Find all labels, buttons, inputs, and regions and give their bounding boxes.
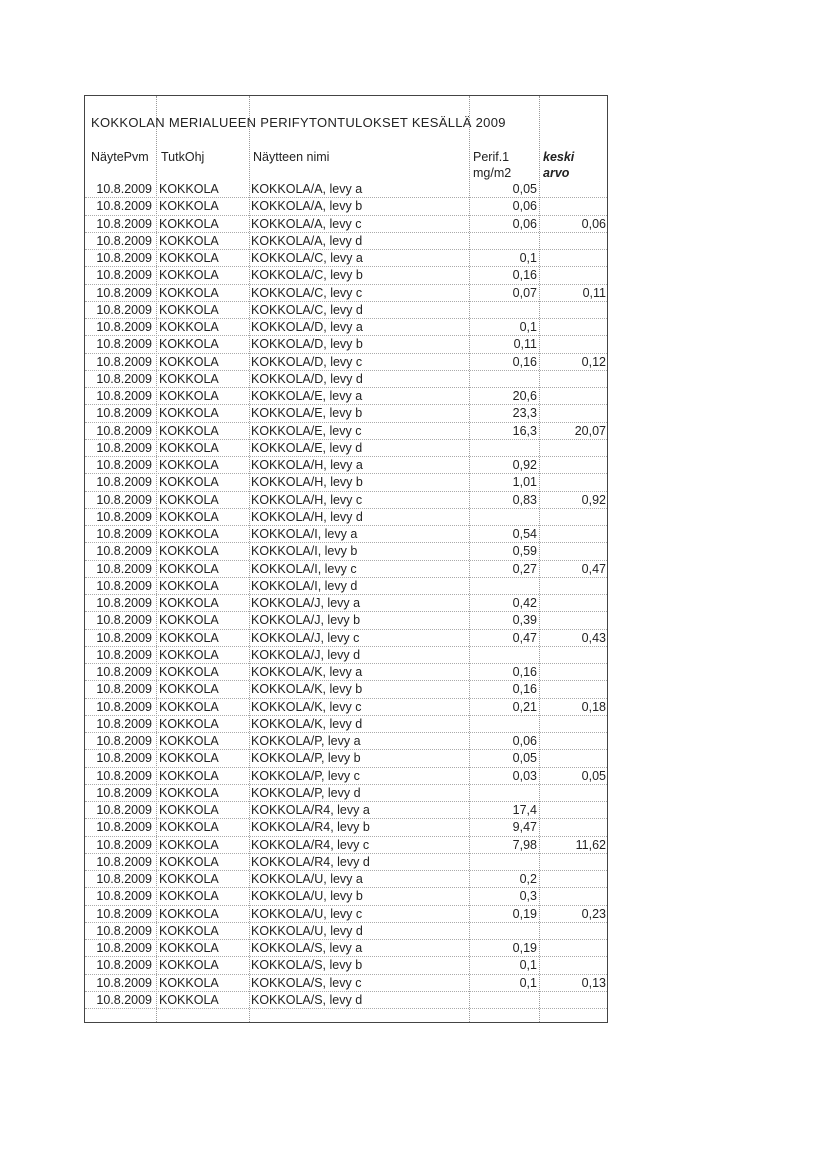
table-row (85, 957, 607, 974)
table-row (85, 423, 607, 440)
org-cell: KOKKOLA (159, 268, 219, 283)
perif-value-cell: 17,4 (512, 803, 537, 817)
date-cell: 10.8.2009 (96, 958, 152, 973)
org-cell: KOKKOLA (159, 768, 219, 783)
table-row (85, 733, 607, 750)
table-row (85, 216, 607, 233)
sample-name-cell: KOKKOLA/S, levy d (251, 992, 363, 1007)
table-row (85, 561, 607, 578)
date-cell: 10.8.2009 (96, 527, 152, 541)
org-cell: KOKKOLA (159, 596, 219, 610)
sample-name-cell: KOKKOLA/U, levy c (251, 906, 363, 921)
table-row (85, 630, 607, 647)
date-cell: 10.8.2009 (96, 751, 152, 766)
org-cell: KOKKOLA (159, 906, 219, 921)
table-row (85, 785, 607, 802)
table-row (85, 492, 607, 509)
table-row (85, 595, 607, 612)
perif-value-cell: 0,16 (512, 682, 537, 697)
average-value-cell: 0,23 (581, 906, 606, 921)
org-cell: KOKKOLA (159, 544, 219, 559)
date-cell: 10.8.2009 (96, 716, 152, 731)
perif-value-cell: 20,6 (512, 389, 537, 403)
org-cell: KOKKOLA (159, 561, 219, 576)
perif-value-cell: 7,98 (512, 837, 537, 852)
date-cell: 10.8.2009 (96, 509, 152, 524)
sample-name-cell: KOKKOLA/U, levy a (251, 872, 363, 886)
table-row (85, 992, 607, 1009)
date-cell: 10.8.2009 (96, 182, 152, 196)
perif-value-cell: 0,06 (512, 199, 537, 214)
sample-name-cell: KOKKOLA/K, levy c (251, 699, 362, 714)
org-cell: KOKKOLA (159, 975, 219, 990)
org-cell: KOKKOLA (159, 992, 219, 1007)
date-cell: 10.8.2009 (96, 302, 152, 317)
org-cell: KOKKOLA (159, 527, 219, 541)
org-cell: KOKKOLA (159, 785, 219, 800)
org-cell: KOKKOLA (159, 354, 219, 369)
table-row (85, 906, 607, 923)
org-cell: KOKKOLA (159, 854, 219, 869)
date-cell: 10.8.2009 (96, 647, 152, 662)
average-value-cell: 0,06 (581, 216, 606, 231)
sample-name-cell: KOKKOLA/J, levy b (251, 613, 361, 628)
org-cell: KOKKOLA (159, 233, 219, 248)
sample-name-cell: KOKKOLA/J, levy a (251, 596, 361, 610)
date-cell: 10.8.2009 (96, 337, 152, 352)
perif-value-cell: 0,03 (512, 768, 537, 783)
sample-name-cell: KOKKOLA/U, levy b (251, 889, 363, 904)
perif-value-cell: 0,42 (512, 596, 537, 610)
date-cell: 10.8.2009 (96, 768, 152, 783)
header-org: TutkOhj (161, 150, 205, 164)
perif-value-cell: 0,27 (512, 561, 537, 576)
table-row (85, 319, 607, 336)
date-cell: 10.8.2009 (96, 872, 152, 886)
sample-name-cell: KOKKOLA/P, levy a (251, 734, 361, 748)
sample-name-cell: KOKKOLA/R4, levy d (251, 854, 370, 869)
table-row (85, 923, 607, 940)
sample-name-cell: KOKKOLA/C, levy c (251, 285, 363, 300)
perif-value-cell: 0,92 (512, 458, 537, 472)
date-cell: 10.8.2009 (96, 268, 152, 283)
sample-name-cell: KOKKOLA/K, levy b (251, 682, 363, 697)
table-row (85, 474, 607, 491)
date-cell: 10.8.2009 (96, 992, 152, 1007)
sample-name-cell: KOKKOLA/H, levy d (251, 509, 363, 524)
table-row (85, 612, 607, 629)
perif-value-cell: 0,16 (512, 354, 537, 369)
table-row (85, 802, 607, 819)
date-cell: 10.8.2009 (96, 354, 152, 369)
perif-value-cell: 9,47 (512, 820, 537, 835)
sample-name-cell: KOKKOLA/S, levy b (251, 958, 363, 973)
table-row (85, 250, 607, 267)
sample-name-cell: KOKKOLA/H, levy a (251, 458, 363, 472)
document-title: KOKKOLAN MERIALUEEN PERIFYTONTULOKSET KESÄLLÄ 2009 (91, 115, 506, 130)
org-cell: KOKKOLA (159, 665, 219, 679)
table-row (85, 354, 607, 371)
sample-name-cell: KOKKOLA/K, levy a (251, 665, 363, 679)
table-row (85, 716, 607, 733)
org-cell: KOKKOLA (159, 509, 219, 524)
sample-name-cell: KOKKOLA/H, levy c (251, 492, 363, 507)
date-cell: 10.8.2009 (96, 785, 152, 800)
table-row (85, 768, 607, 785)
perif-value-cell: 0,21 (512, 699, 537, 714)
table-row (85, 336, 607, 353)
org-cell: KOKKOLA (159, 837, 219, 852)
perif-value-cell: 0,1 (519, 251, 537, 265)
org-cell: KOKKOLA (159, 182, 219, 196)
date-cell: 10.8.2009 (96, 665, 152, 679)
org-cell: KOKKOLA (159, 320, 219, 334)
date-cell: 10.8.2009 (96, 216, 152, 231)
sample-name-cell: KOKKOLA/I, levy d (251, 578, 358, 593)
average-value-cell: 0,43 (581, 630, 606, 645)
date-cell: 10.8.2009 (96, 699, 152, 714)
perif-value-cell: 0,59 (512, 544, 537, 559)
date-cell: 10.8.2009 (96, 941, 152, 955)
sample-name-cell: KOKKOLA/D, levy b (251, 337, 363, 352)
sample-name-cell: KOKKOLA/E, levy a (251, 389, 363, 403)
perif-value-cell: 1,01 (512, 475, 537, 490)
average-value-cell: 0,18 (581, 699, 606, 714)
org-cell: KOKKOLA (159, 216, 219, 231)
perif-value-cell: 0,1 (519, 975, 537, 990)
table-row (85, 388, 607, 405)
header-perif-label: Perif.1 (473, 150, 510, 164)
perif-value-cell: 0,47 (512, 630, 537, 645)
org-cell: KOKKOLA (159, 251, 219, 265)
org-cell: KOKKOLA (159, 406, 219, 421)
perif-value-cell: 0,06 (512, 734, 537, 748)
table-row (85, 750, 607, 767)
date-cell: 10.8.2009 (96, 630, 152, 645)
date-cell: 10.8.2009 (96, 613, 152, 628)
org-cell: KOKKOLA (159, 199, 219, 214)
sample-name-cell: KOKKOLA/S, levy a (251, 941, 363, 955)
table-row (85, 699, 607, 716)
org-cell: KOKKOLA (159, 475, 219, 490)
perif-value-cell: 0,2 (519, 872, 537, 886)
sample-name-cell: KOKKOLA/S, levy c (251, 975, 362, 990)
average-value-cell: 0,92 (581, 492, 606, 507)
org-cell: KOKKOLA (159, 923, 219, 938)
perif-value-cell: 23,3 (512, 406, 537, 421)
sample-name-cell: KOKKOLA/C, levy d (251, 302, 363, 317)
date-cell: 10.8.2009 (96, 561, 152, 576)
org-cell: KOKKOLA (159, 630, 219, 645)
table-row (85, 440, 607, 457)
org-cell: KOKKOLA (159, 337, 219, 352)
date-cell: 10.8.2009 (96, 596, 152, 610)
org-cell: KOKKOLA (159, 699, 219, 714)
table-row (85, 854, 607, 871)
perif-value-cell: 0,05 (512, 751, 537, 766)
date-cell: 10.8.2009 (96, 854, 152, 869)
date-cell: 10.8.2009 (96, 803, 152, 817)
sample-name-cell: KOKKOLA/A, levy a (251, 182, 363, 196)
perif-value-cell: 0,16 (512, 268, 537, 283)
table-row (85, 371, 607, 388)
perif-value-cell: 0,3 (519, 889, 537, 904)
sample-name-cell: KOKKOLA/C, levy a (251, 251, 363, 265)
average-value-cell: 11,62 (575, 837, 606, 852)
org-cell: KOKKOLA (159, 613, 219, 628)
sample-name-cell: KOKKOLA/D, levy d (251, 371, 363, 386)
sample-name-cell: KOKKOLA/I, levy c (251, 561, 357, 576)
table-row (85, 405, 607, 422)
org-cell: KOKKOLA (159, 578, 219, 593)
sample-name-cell: KOKKOLA/J, levy d (251, 647, 361, 662)
org-cell: KOKKOLA (159, 751, 219, 766)
perif-value-cell: 0,1 (519, 958, 537, 973)
table-row (85, 509, 607, 526)
header-average-line2: arvo (543, 166, 570, 180)
table-row (85, 975, 607, 992)
perif-value-cell: 0,83 (512, 492, 537, 507)
sample-name-cell: KOKKOLA/D, levy c (251, 354, 363, 369)
date-cell: 10.8.2009 (96, 544, 152, 559)
sample-name-cell: KOKKOLA/E, levy b (251, 406, 363, 421)
perif-value-cell: 0,06 (512, 216, 537, 231)
sample-name-cell: KOKKOLA/A, levy c (251, 216, 362, 231)
average-value-cell: 20,07 (574, 423, 606, 438)
org-cell: KOKKOLA (159, 889, 219, 904)
date-cell: 10.8.2009 (96, 923, 152, 938)
org-cell: KOKKOLA (159, 682, 219, 697)
perif-value-cell: 16,3 (512, 423, 537, 438)
date-cell: 10.8.2009 (96, 233, 152, 248)
date-cell: 10.8.2009 (96, 389, 152, 403)
sample-name-cell: KOKKOLA/P, levy d (251, 785, 361, 800)
org-cell: KOKKOLA (159, 302, 219, 317)
sample-name-cell: KOKKOLA/P, levy b (251, 751, 361, 766)
sample-name-cell: KOKKOLA/J, levy c (251, 630, 360, 645)
date-cell: 10.8.2009 (96, 492, 152, 507)
org-cell: KOKKOLA (159, 423, 219, 438)
table-row (85, 181, 607, 198)
date-cell: 10.8.2009 (96, 682, 152, 697)
sample-name-cell: KOKKOLA/I, levy a (251, 527, 358, 541)
org-cell: KOKKOLA (159, 872, 219, 886)
date-cell: 10.8.2009 (96, 578, 152, 593)
sample-name-cell: KOKKOLA/D, levy a (251, 320, 363, 334)
date-cell: 10.8.2009 (96, 371, 152, 386)
org-cell: KOKKOLA (159, 716, 219, 731)
table-row (85, 302, 607, 319)
sample-name-cell: KOKKOLA/U, levy d (251, 923, 363, 938)
table-row (85, 526, 607, 543)
header-date: NäytePvm (91, 150, 149, 164)
org-cell: KOKKOLA (159, 285, 219, 300)
table-row (85, 681, 607, 698)
results-table (84, 95, 608, 1023)
org-cell: KOKKOLA (159, 492, 219, 507)
date-cell: 10.8.2009 (96, 837, 152, 852)
date-cell: 10.8.2009 (96, 406, 152, 421)
perif-value-cell: 0,07 (512, 285, 537, 300)
average-value-cell: 0,13 (581, 975, 606, 990)
table-row (85, 233, 607, 250)
table-row (85, 871, 607, 888)
table-row (85, 267, 607, 284)
perif-value-cell: 0,54 (512, 527, 537, 541)
table-row (85, 837, 607, 854)
table-body (85, 181, 607, 1009)
date-cell: 10.8.2009 (96, 423, 152, 438)
sample-name-cell: KOKKOLA/A, levy d (251, 233, 363, 248)
header-sample-name: Näytteen nimi (253, 150, 330, 164)
table-row (85, 198, 607, 215)
table-row (85, 940, 607, 957)
date-cell: 10.8.2009 (96, 975, 152, 990)
sample-name-cell: KOKKOLA/H, levy b (251, 475, 363, 490)
org-cell: KOKKOLA (159, 820, 219, 835)
sample-name-cell: KOKKOLA/A, levy b (251, 199, 363, 214)
table-row (85, 647, 607, 664)
date-cell: 10.8.2009 (96, 475, 152, 490)
average-value-cell: 0,11 (582, 285, 606, 300)
perif-value-cell: 0,11 (513, 337, 537, 352)
table-row (85, 664, 607, 681)
org-cell: KOKKOLA (159, 734, 219, 748)
sample-name-cell: KOKKOLA/K, levy d (251, 716, 363, 731)
table-row (85, 457, 607, 474)
org-cell: KOKKOLA (159, 371, 219, 386)
table-row (85, 543, 607, 560)
date-cell: 10.8.2009 (96, 199, 152, 214)
date-cell: 10.8.2009 (96, 820, 152, 835)
date-cell: 10.8.2009 (96, 251, 152, 265)
date-cell: 10.8.2009 (96, 285, 152, 300)
table-row (85, 578, 607, 595)
sample-name-cell: KOKKOLA/R4, levy b (251, 820, 370, 835)
sample-name-cell: KOKKOLA/I, levy b (251, 544, 358, 559)
org-cell: KOKKOLA (159, 389, 219, 403)
date-cell: 10.8.2009 (96, 440, 152, 455)
sample-name-cell: KOKKOLA/P, levy c (251, 768, 360, 783)
average-value-cell: 0,05 (581, 768, 606, 783)
org-cell: KOKKOLA (159, 647, 219, 662)
org-cell: KOKKOLA (159, 440, 219, 455)
date-cell: 10.8.2009 (96, 906, 152, 921)
perif-value-cell: 0,39 (512, 613, 537, 628)
sample-name-cell: KOKKOLA/R4, levy a (251, 803, 370, 817)
table-row (85, 819, 607, 836)
perif-value-cell: 0,19 (512, 941, 537, 955)
average-value-cell: 0,12 (581, 354, 606, 369)
perif-value-cell: 0,16 (512, 665, 537, 679)
org-cell: KOKKOLA (159, 803, 219, 817)
sample-name-cell: KOKKOLA/E, levy c (251, 423, 362, 438)
date-cell: 10.8.2009 (96, 458, 152, 472)
sample-name-cell: KOKKOLA/E, levy d (251, 440, 363, 455)
sample-name-cell: KOKKOLA/R4, levy c (251, 837, 370, 852)
table-row (85, 888, 607, 905)
header-average-line1: keski (543, 150, 575, 164)
sample-name-cell: KOKKOLA/C, levy b (251, 268, 363, 283)
org-cell: KOKKOLA (159, 958, 219, 973)
date-cell: 10.8.2009 (96, 320, 152, 334)
org-cell: KOKKOLA (159, 458, 219, 472)
table-row (85, 285, 607, 302)
perif-value-cell: 0,1 (519, 320, 537, 334)
perif-value-cell: 0,19 (512, 906, 537, 921)
org-cell: KOKKOLA (159, 941, 219, 955)
header-perif-unit: mg/m2 (473, 166, 512, 180)
date-cell: 10.8.2009 (96, 734, 152, 748)
average-value-cell: 0,47 (581, 561, 606, 576)
date-cell: 10.8.2009 (96, 889, 152, 904)
perif-value-cell: 0,05 (512, 182, 537, 196)
